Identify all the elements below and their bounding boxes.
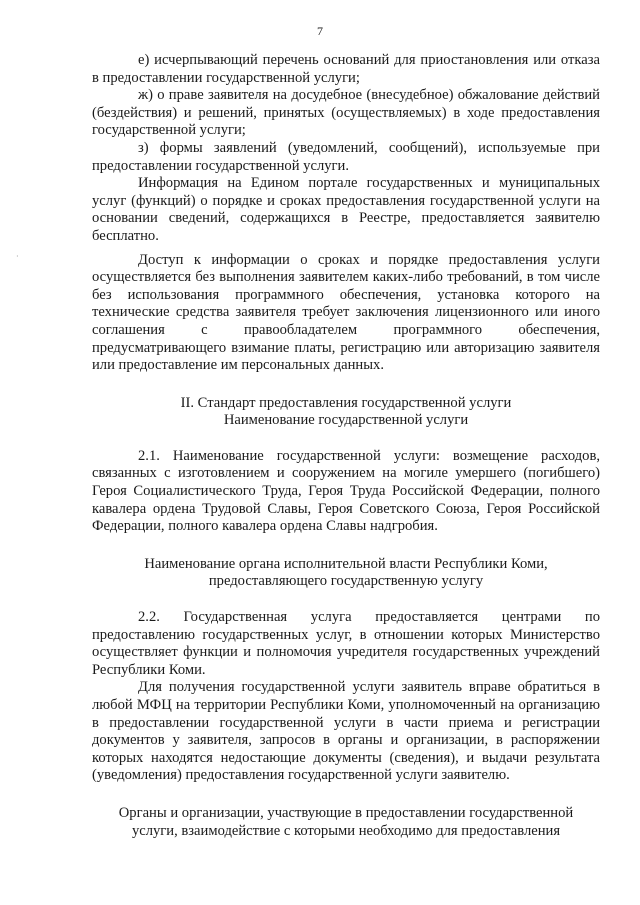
paragraph-2-2: 2.2. Государственная услуга предоставляется центрами по предоставлению государственных услуг, в отношении которых Министерство осуществляет функции и полномочия учредителя государственных учреждений Республики Коми.: [92, 609, 600, 678]
organ-heading-line2: предоставляющего государственную услугу: [208, 573, 484, 590]
organ-heading-line1: Наименование органа исполнительной власти Республики Коми,: [144, 555, 548, 572]
paragraph-access-info: Доступ к информации о сроках и порядке предоставления услуги осуществляется без выполнения заявителем каких-либо требований, в том числе без использования программного обеспечения, установка которого на технические средства заявителя требует заключения лицензионного или иного соглашения с правообладателем программного обеспечения, предусматривающего взимание платы, регистрацию или авторизацию заявителя или предоставление им персональных данных.: [92, 251, 600, 374]
service-name-heading: Наименование государственной услуги: [223, 412, 469, 429]
paragraph-item-z: з) формы заявлений (уведомлений, сообщений), используемые при предоставлении государственной услуги.: [92, 139, 600, 174]
margin-dot: ·: [16, 252, 19, 261]
paragraph-item-zh: ж) о праве заявителя на досудебное (внесудебное) обжалование действий (бездействия) и решений, принятых (осуществляемых) в ходе предоставления государственной услуги;: [92, 87, 600, 139]
bottom-heading-line2: услуги, взаимодействие с которыми необходимо для предоставления: [131, 822, 561, 839]
paragraph-portal-info: Информация на Едином портале государственных и муниципальных услуг (функций) о порядке и сроках предоставления государственной услуги на основании сведений, содержащихся в Реестре, предоставляется заявителю бесплатно.: [92, 175, 600, 244]
paragraph-2-1: 2.1. Наименование государственной услуги: возмещение расходов, связанных с изготовлением и сооружением на могиле умершего (погибшего) Героя Социалистического Труда, Героя Труда Российской Федерации, полного кавалера ордена Трудовой Славы, Героя Советского Союза, Героя Российской Федерации, полного кавалера ордена Славы надгробия.: [92, 447, 600, 535]
document-body: [92, 52, 600, 840]
paragraph-mfc: Для получения государственной услуги заявитель вправе обратиться в любой МФЦ на территории Республики Коми, уполномоченный на организацию в предоставлении государственной услуги в части приема и регистрации документов у заявителя, запросов в органы и организации, в распоряжении которых находятся недостающие документы (сведения), и выдачи результата (уведомления) предоставления государственной услуги заявителю.: [92, 679, 600, 784]
bottom-heading-line1: Органы и организации, участвующие в предоставлении государственной: [118, 804, 574, 821]
page-number: 7: [317, 24, 323, 38]
paragraph-item-e: е) исчерпывающий перечень оснований для приостановления или отказа в предоставлении государственной услуги;: [92, 52, 600, 86]
section-2-heading: II. Стандарт предоставления государственной услуги: [180, 394, 512, 411]
